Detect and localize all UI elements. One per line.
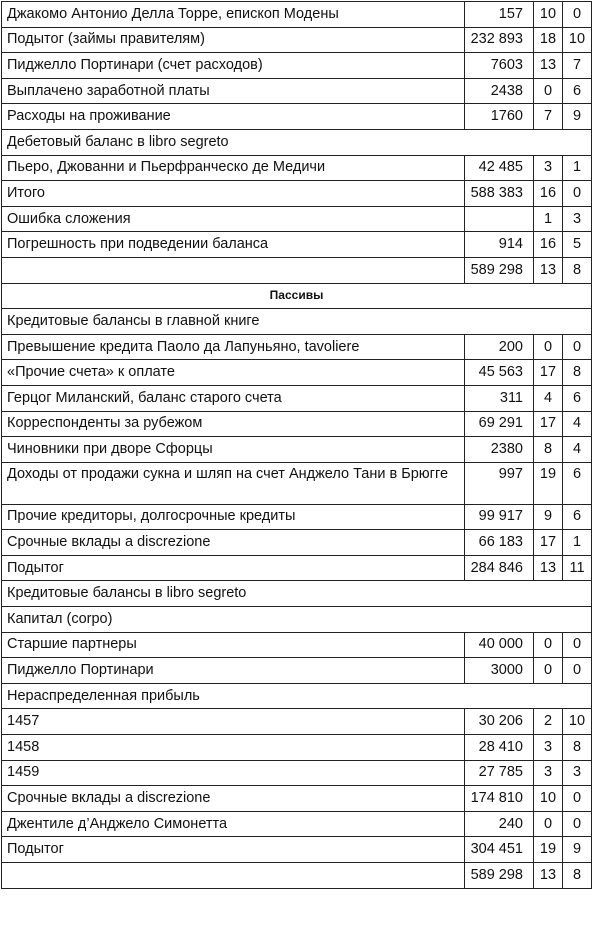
row-lira: 284 846 <box>465 555 534 581</box>
group-heading: Кредитовые балансы в libro segreto <box>2 581 592 607</box>
row-label: Подытог <box>2 555 465 581</box>
row-label: 1457 <box>2 709 465 735</box>
row-denari: 4 <box>563 411 592 437</box>
row-label: Подытог (займы правителям) <box>2 27 465 53</box>
row-denari: 0 <box>563 632 592 658</box>
row-denari: 6 <box>563 462 592 504</box>
ledger-heading-row <box>2 581 592 607</box>
ledger-row <box>2 411 592 437</box>
row-denari: 11 <box>563 555 592 581</box>
group-heading: Дебетовый баланс в libro segreto <box>2 129 592 155</box>
row-label: Старшие партнеры <box>2 632 465 658</box>
row-lira: 3000 <box>465 658 534 684</box>
row-denari: 0 <box>563 811 592 837</box>
ledger-row <box>2 837 592 863</box>
ledger-table <box>1 1 592 889</box>
group-heading: Нераспределенная прибыль <box>2 683 592 709</box>
row-denari: 3 <box>563 206 592 232</box>
ledger-row <box>2 863 592 889</box>
row-soldi: 0 <box>534 78 563 104</box>
row-label: Герцог Миланский, баланс старого счета <box>2 385 465 411</box>
row-lira: 27 785 <box>465 760 534 786</box>
row-soldi: 19 <box>534 837 563 863</box>
row-label: Расходы на проживание <box>2 104 465 130</box>
row-denari: 10 <box>563 709 592 735</box>
ledger-row <box>2 27 592 53</box>
row-label: Срочные вклады a discrezione <box>2 530 465 556</box>
row-label: Доходы от продажи сукна и шляп на счет Анджело Тани в Брюгге <box>2 462 465 504</box>
row-label: Итого <box>2 181 465 207</box>
ledger-body <box>2 2 592 889</box>
row-denari: 8 <box>563 257 592 283</box>
ledger-row <box>2 155 592 181</box>
row-denari: 1 <box>563 530 592 556</box>
ledger-row <box>2 632 592 658</box>
row-lira: 311 <box>465 385 534 411</box>
row-lira: 66 183 <box>465 530 534 556</box>
row-label: Погрешность при подведении баланса <box>2 232 465 258</box>
row-label <box>2 863 465 889</box>
row-label: 1459 <box>2 760 465 786</box>
row-lira <box>465 206 534 232</box>
row-soldi: 3 <box>534 155 563 181</box>
row-denari: 6 <box>563 78 592 104</box>
ledger-heading-row <box>2 607 592 633</box>
ledger-row <box>2 53 592 79</box>
row-label: «Прочие счета» к оплате <box>2 360 465 386</box>
ledger-row <box>2 385 592 411</box>
row-lira: 42 485 <box>465 155 534 181</box>
row-denari: 9 <box>563 104 592 130</box>
row-label <box>2 257 465 283</box>
ledger-heading-row <box>2 309 592 335</box>
row-denari: 8 <box>563 360 592 386</box>
row-denari: 0 <box>563 334 592 360</box>
row-denari: 6 <box>563 504 592 530</box>
row-lira: 2438 <box>465 78 534 104</box>
row-lira: 28 410 <box>465 735 534 761</box>
row-soldi: 7 <box>534 104 563 130</box>
ledger-row <box>2 104 592 130</box>
group-heading: Кредитовые балансы в главной книге <box>2 309 592 335</box>
row-label: Ошибка сложения <box>2 206 465 232</box>
ledger-row <box>2 437 592 463</box>
row-soldi: 18 <box>534 27 563 53</box>
row-lira: 45 563 <box>465 360 534 386</box>
row-lira: 304 451 <box>465 837 534 863</box>
ledger-row <box>2 709 592 735</box>
row-soldi: 17 <box>534 411 563 437</box>
row-soldi: 3 <box>534 760 563 786</box>
row-lira: 69 291 <box>465 411 534 437</box>
row-soldi: 13 <box>534 257 563 283</box>
row-label: Корреспонденты за рубежом <box>2 411 465 437</box>
ledger-row <box>2 555 592 581</box>
row-soldi: 1 <box>534 206 563 232</box>
row-soldi: 19 <box>534 462 563 504</box>
row-label: Пиджелло Портинари (счет расходов) <box>2 53 465 79</box>
row-denari: 8 <box>563 735 592 761</box>
ledger-heading-row <box>2 683 592 709</box>
row-lira: 588 383 <box>465 181 534 207</box>
ledger-row <box>2 504 592 530</box>
row-soldi: 0 <box>534 632 563 658</box>
row-label: Выплачено заработной платы <box>2 78 465 104</box>
section-title: Пассивы <box>2 283 592 309</box>
row-soldi: 17 <box>534 360 563 386</box>
row-soldi: 13 <box>534 863 563 889</box>
row-label: Чиновники при дворе Сфорцы <box>2 437 465 463</box>
row-denari: 8 <box>563 863 592 889</box>
ledger-row <box>2 462 592 504</box>
ledger-row <box>2 257 592 283</box>
ledger-row <box>2 2 592 28</box>
group-heading: Капитал (corpo) <box>2 607 592 633</box>
ledger-heading-row <box>2 129 592 155</box>
row-soldi: 10 <box>534 2 563 28</box>
ledger-row <box>2 811 592 837</box>
row-denari: 6 <box>563 385 592 411</box>
row-soldi: 17 <box>534 530 563 556</box>
row-denari: 0 <box>563 181 592 207</box>
row-lira: 157 <box>465 2 534 28</box>
row-soldi: 2 <box>534 709 563 735</box>
ledger-row <box>2 530 592 556</box>
row-lira: 200 <box>465 334 534 360</box>
row-lira: 914 <box>465 232 534 258</box>
row-label: Срочные вклады a discrezione <box>2 786 465 812</box>
row-lira: 99 917 <box>465 504 534 530</box>
ledger-row <box>2 360 592 386</box>
row-label: Пиджелло Портинари <box>2 658 465 684</box>
row-soldi: 13 <box>534 555 563 581</box>
row-soldi: 13 <box>534 53 563 79</box>
row-lira: 589 298 <box>465 863 534 889</box>
row-soldi: 3 <box>534 735 563 761</box>
row-label: Пьеро, Джованни и Пьерфранческо де Медичи <box>2 155 465 181</box>
row-soldi: 0 <box>534 658 563 684</box>
row-denari: 0 <box>563 658 592 684</box>
ledger-row <box>2 334 592 360</box>
row-soldi: 0 <box>534 334 563 360</box>
row-denari: 10 <box>563 27 592 53</box>
ledger-row <box>2 181 592 207</box>
row-label: Джентиле д’Анджело Симонетта <box>2 811 465 837</box>
ledger-row <box>2 735 592 761</box>
row-lira: 174 810 <box>465 786 534 812</box>
row-lira: 589 298 <box>465 257 534 283</box>
row-lira: 40 000 <box>465 632 534 658</box>
ledger-row <box>2 206 592 232</box>
row-denari: 0 <box>563 2 592 28</box>
row-soldi: 0 <box>534 811 563 837</box>
row-label: Прочие кредиторы, долгосрочные кредиты <box>2 504 465 530</box>
row-label: 1458 <box>2 735 465 761</box>
row-lira: 2380 <box>465 437 534 463</box>
row-label: Джакомо Антонио Делла Торре, епископ Модены <box>2 2 465 28</box>
row-soldi: 10 <box>534 786 563 812</box>
ledger-row <box>2 232 592 258</box>
row-denari: 4 <box>563 437 592 463</box>
row-lira: 30 206 <box>465 709 534 735</box>
row-denari: 1 <box>563 155 592 181</box>
row-soldi: 4 <box>534 385 563 411</box>
row-lira: 7603 <box>465 53 534 79</box>
row-soldi: 8 <box>534 437 563 463</box>
ledger-row <box>2 78 592 104</box>
row-lira: 232 893 <box>465 27 534 53</box>
row-lira: 997 <box>465 462 534 504</box>
row-denari: 0 <box>563 786 592 812</box>
row-label: Превышение кредита Паоло да Лапуньяно, tavoliere <box>2 334 465 360</box>
row-lira: 1760 <box>465 104 534 130</box>
ledger-row <box>2 760 592 786</box>
ledger-row <box>2 658 592 684</box>
row-denari: 7 <box>563 53 592 79</box>
row-lira: 240 <box>465 811 534 837</box>
ledger-section-row <box>2 283 592 309</box>
row-soldi: 16 <box>534 181 563 207</box>
ledger-row <box>2 786 592 812</box>
row-denari: 9 <box>563 837 592 863</box>
row-denari: 5 <box>563 232 592 258</box>
row-label: Подытог <box>2 837 465 863</box>
row-soldi: 9 <box>534 504 563 530</box>
row-denari: 3 <box>563 760 592 786</box>
row-soldi: 16 <box>534 232 563 258</box>
